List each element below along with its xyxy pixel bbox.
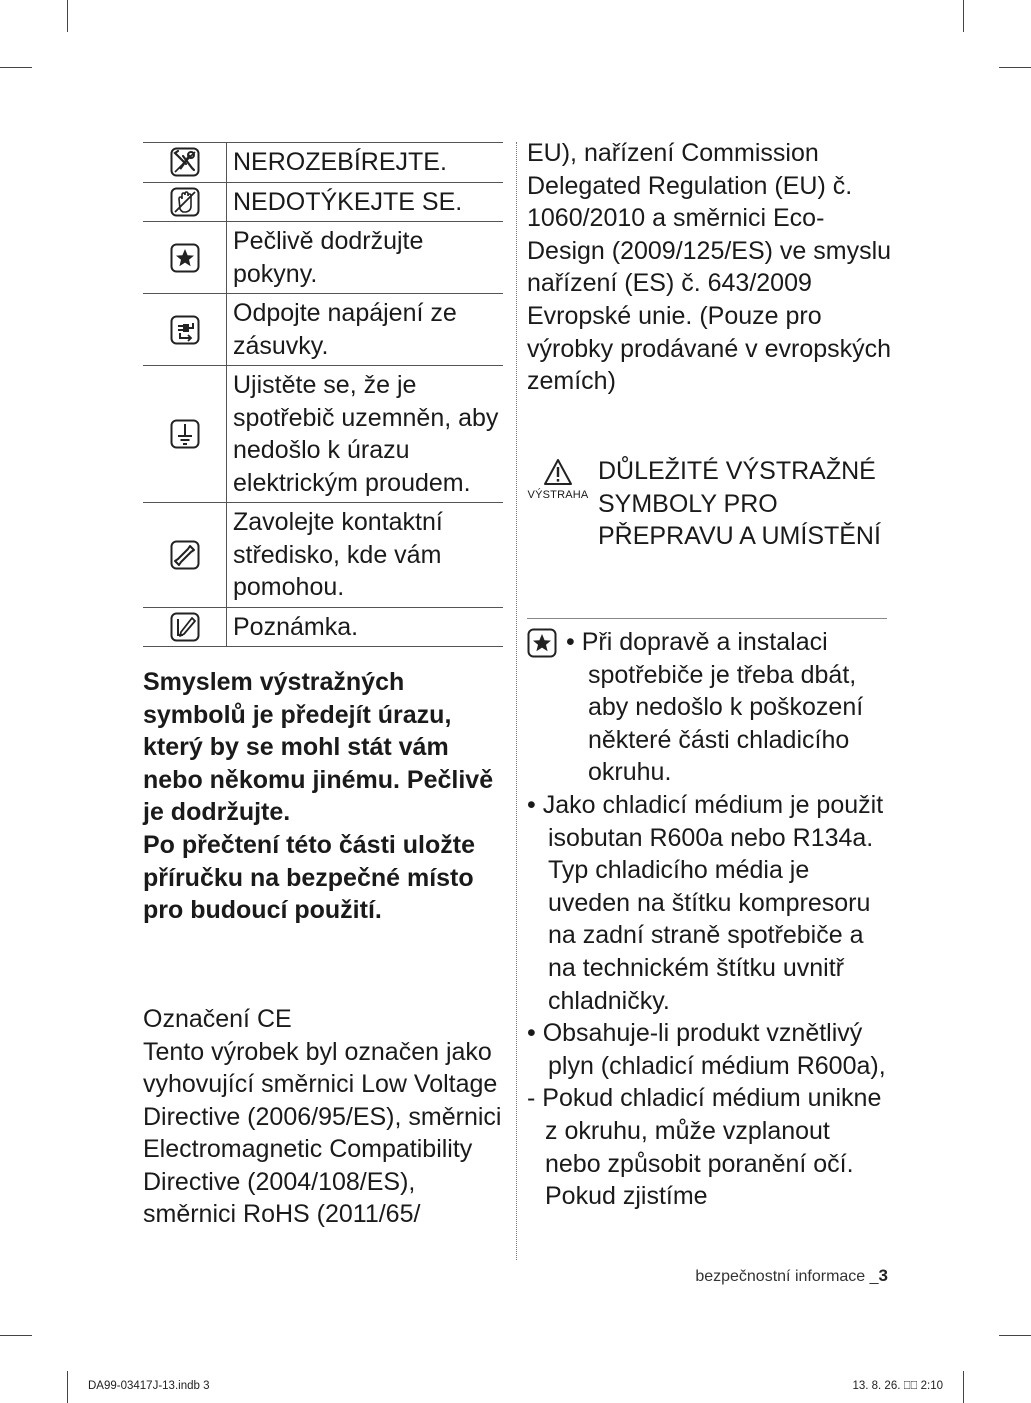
note-icon: [170, 612, 200, 642]
star-icon: [170, 243, 200, 273]
print-slug-date: 13. 8. 26. ⎕⎕ 2:10: [852, 1380, 943, 1392]
symbol-description: Zavolejte kontaktní středisko, kde vám pomohou.: [233, 508, 443, 601]
list-item: • Při dopravě a instalaci spotřebiče je třeba dbát, aby nedošlo k poškození některé části chladicího okruhu.: [566, 628, 864, 787]
ce-section: [143, 1003, 503, 1231]
do-not-disassemble-icon: [170, 147, 200, 177]
symbol-row: [143, 608, 503, 648]
symbol-description: Pečlivě dodržujte pokyny.: [233, 227, 424, 288]
do-not-touch-icon: [170, 187, 200, 217]
symbol-description: Poznámka.: [233, 612, 359, 641]
symbol-description: NEDOTÝKEJTE SE.: [233, 187, 463, 216]
warning-triangle-icon: [543, 458, 573, 486]
intro-text: [143, 666, 503, 927]
symbol-row: [143, 503, 503, 608]
page-footer: [695, 1266, 888, 1286]
crop-mark: [67, 1371, 68, 1403]
list-item: • Obsahuje-li produkt vznětlivý plyn (chladicí médium R600a),: [527, 1019, 886, 1080]
warning-heading: DŮLEŽITÉ VÝSTRAŽNÉ SYMBOLY PRO PŘEPRAVU A UMÍSTĚNÍ: [598, 457, 881, 551]
ce-heading: Označení CE: [143, 1005, 292, 1033]
page-number: 3: [878, 1266, 888, 1285]
footer-section: bezpečnostní informace _: [695, 1268, 879, 1285]
crop-mark: [999, 67, 1031, 68]
column-divider: [516, 142, 517, 1260]
symbol-description: NEROZEBÍREJTE.: [233, 148, 447, 176]
intro-paragraph: Smyslem výstražných symbolů je předejít úrazu, který by se mohl stát vám nebo někomu jinému. Pečlivě je dodržujte.: [143, 668, 494, 827]
list-item: • Jako chladicí médium je použit isobutan R600a nebo R134a. Typ chladicího média je uveden na štítku kompresoru na zadní straně spotřebiče a na technickém štítku uvnitř chladničky.: [527, 790, 884, 1015]
print-slug-file: DA99-03417J-13.indb 3: [88, 1380, 210, 1392]
symbol-row: [143, 294, 503, 366]
warning-badge: [523, 458, 593, 501]
phone-icon: [170, 540, 200, 570]
unplug-icon: [170, 315, 200, 345]
intro-paragraph: Po přečtení této části uložte příručku na bezpečné místo pro budoucí použití.: [143, 830, 476, 925]
symbol-description: Ujistěte se, že je spotřebič uzemněn, aby nedošlo k úrazu elektrickým proudem.: [233, 371, 499, 497]
symbol-description: Odpojte napájení ze zásuvky.: [233, 299, 457, 360]
symbol-row: [143, 366, 503, 503]
list-item: - Pokud chladicí médium unikne z okruhu, může vzplanout nebo způsobit poranění očí. Pokud zjistíme: [527, 1084, 882, 1211]
symbol-row: [143, 222, 503, 294]
heading-rule: [527, 618, 887, 619]
crop-mark: [999, 1335, 1031, 1336]
crop-mark: [0, 1335, 32, 1336]
symbol-row: [143, 183, 503, 223]
symbol-legend-table: [143, 142, 503, 647]
crop-mark: [67, 0, 68, 32]
crop-mark: [963, 1371, 964, 1403]
ground-icon: [170, 419, 200, 449]
crop-mark: [0, 67, 32, 68]
crop-mark: [963, 0, 964, 32]
ce-body: Tento výrobek byl označen jako vyhovující směrnici Low Voltage Directive (2006/95/ES), směrnici Electromagnetic Compatibility Directive (2004/108/ES), směrnici RoHS (2011/65/: [143, 1037, 502, 1228]
warning-label: VÝSTRAHA: [527, 489, 589, 501]
warning-list: [527, 626, 892, 1213]
ce-continuation: EU), nařízení Commission Delegated Regulation (EU) č. 1060/2010 a směrnici Eco-Design (2009/125/ES) ve smyslu nařízení (ES) č. 643/2009 Evropské unie. (Pouze pro výrobky prodávané v evropských zemích): [527, 139, 892, 396]
symbol-row: [143, 143, 503, 183]
